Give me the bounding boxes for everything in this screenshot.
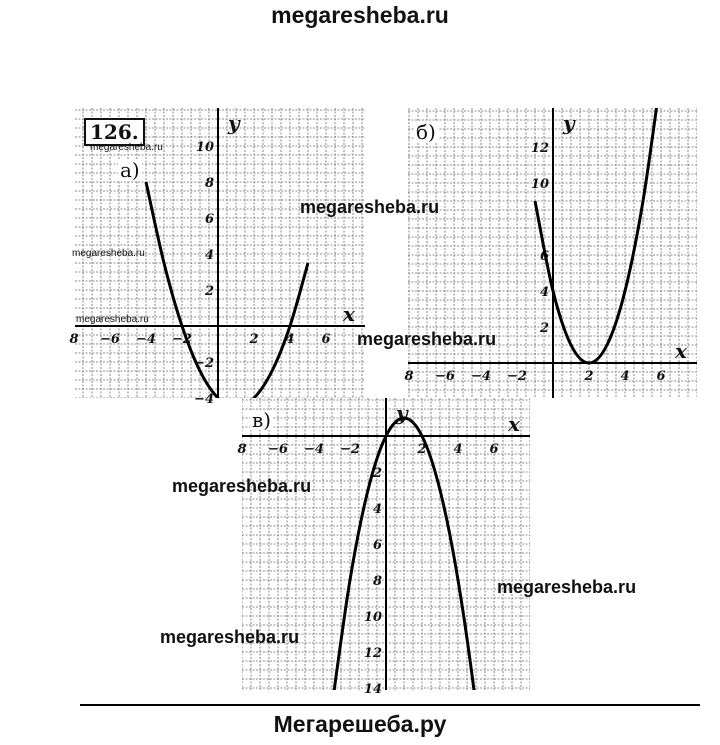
watermark-text: megaresheba.ru: [497, 577, 637, 597]
y-tick-label: 6: [372, 538, 382, 553]
y-tick-label: 14: [363, 682, 382, 697]
y-tick-label: 12: [530, 141, 549, 156]
problem-number: 126.: [84, 118, 145, 146]
y-axis-label: y: [396, 401, 408, 425]
graph-panel: [237, 398, 530, 745]
watermark-text: megaresheba.ru: [72, 248, 145, 259]
watermark-text: megaresheba.ru: [357, 329, 497, 349]
x-tick-label: 8: [69, 332, 79, 347]
x-axis-label: x: [675, 339, 687, 363]
x-tick-label: 6: [489, 442, 499, 457]
y-tick-label: 2: [204, 284, 214, 299]
y-tick-label: 10: [530, 177, 549, 192]
y-tick-label: 6: [539, 249, 549, 264]
x-tick-label: −2: [340, 442, 360, 457]
x-tick-label: 4: [453, 442, 463, 457]
y-tick-label: 10: [363, 610, 382, 625]
panel-label-b: б): [416, 120, 436, 144]
y-axis-label: y: [563, 111, 575, 135]
x-axis-label: x: [343, 302, 355, 326]
y-tick-label: −4: [194, 392, 214, 407]
x-tick-label: 8: [404, 369, 414, 384]
watermark-text: megaresheba.ru: [160, 627, 300, 647]
x-tick-label: 8: [237, 442, 247, 457]
x-tick-label: −4: [304, 442, 324, 457]
y-tick-label: 6: [204, 212, 214, 227]
y-tick-label: 4: [372, 502, 382, 517]
y-tick-label: 2: [539, 321, 549, 336]
panel-label-a: а): [120, 158, 140, 182]
x-tick-label: 4: [620, 369, 630, 384]
x-tick-label: −6: [435, 369, 455, 384]
y-tick-label: 12: [363, 646, 382, 661]
x-tick-label: −2: [172, 332, 192, 347]
x-tick-label: 2: [249, 332, 259, 347]
x-tick-label: −4: [471, 369, 491, 384]
site-footer: Мегарешеба.ру: [273, 711, 447, 737]
y-tick-label: 10: [195, 140, 214, 155]
panel-label-c: в): [252, 408, 272, 432]
y-tick-label: 4: [204, 248, 214, 263]
y-tick-label: −2: [194, 356, 214, 371]
watermark-text: megaresheba.ru: [76, 314, 149, 325]
x-tick-label: −6: [268, 442, 288, 457]
x-tick-label: −6: [100, 332, 120, 347]
x-tick-label: 2: [584, 369, 594, 384]
x-axis-label: x: [508, 412, 520, 436]
y-tick-label: 4: [539, 285, 549, 300]
y-tick-label: 8: [372, 574, 382, 589]
watermark-text: megaresheba.ru: [90, 142, 163, 153]
x-tick-label: 6: [321, 332, 331, 347]
site-header: megaresheba.ru: [271, 2, 449, 28]
x-tick-label: 6: [656, 369, 666, 384]
y-axis-label: y: [228, 111, 240, 135]
x-tick-label: 2: [417, 442, 427, 457]
y-tick-label: 8: [204, 176, 214, 191]
y-tick-label: 2: [372, 466, 382, 481]
x-tick-label: −2: [507, 369, 527, 384]
watermark-text: megaresheba.ru: [172, 476, 312, 496]
x-tick-label: 4: [285, 332, 295, 347]
x-tick-label: −4: [136, 332, 156, 347]
watermark-text: megaresheba.ru: [300, 197, 440, 217]
